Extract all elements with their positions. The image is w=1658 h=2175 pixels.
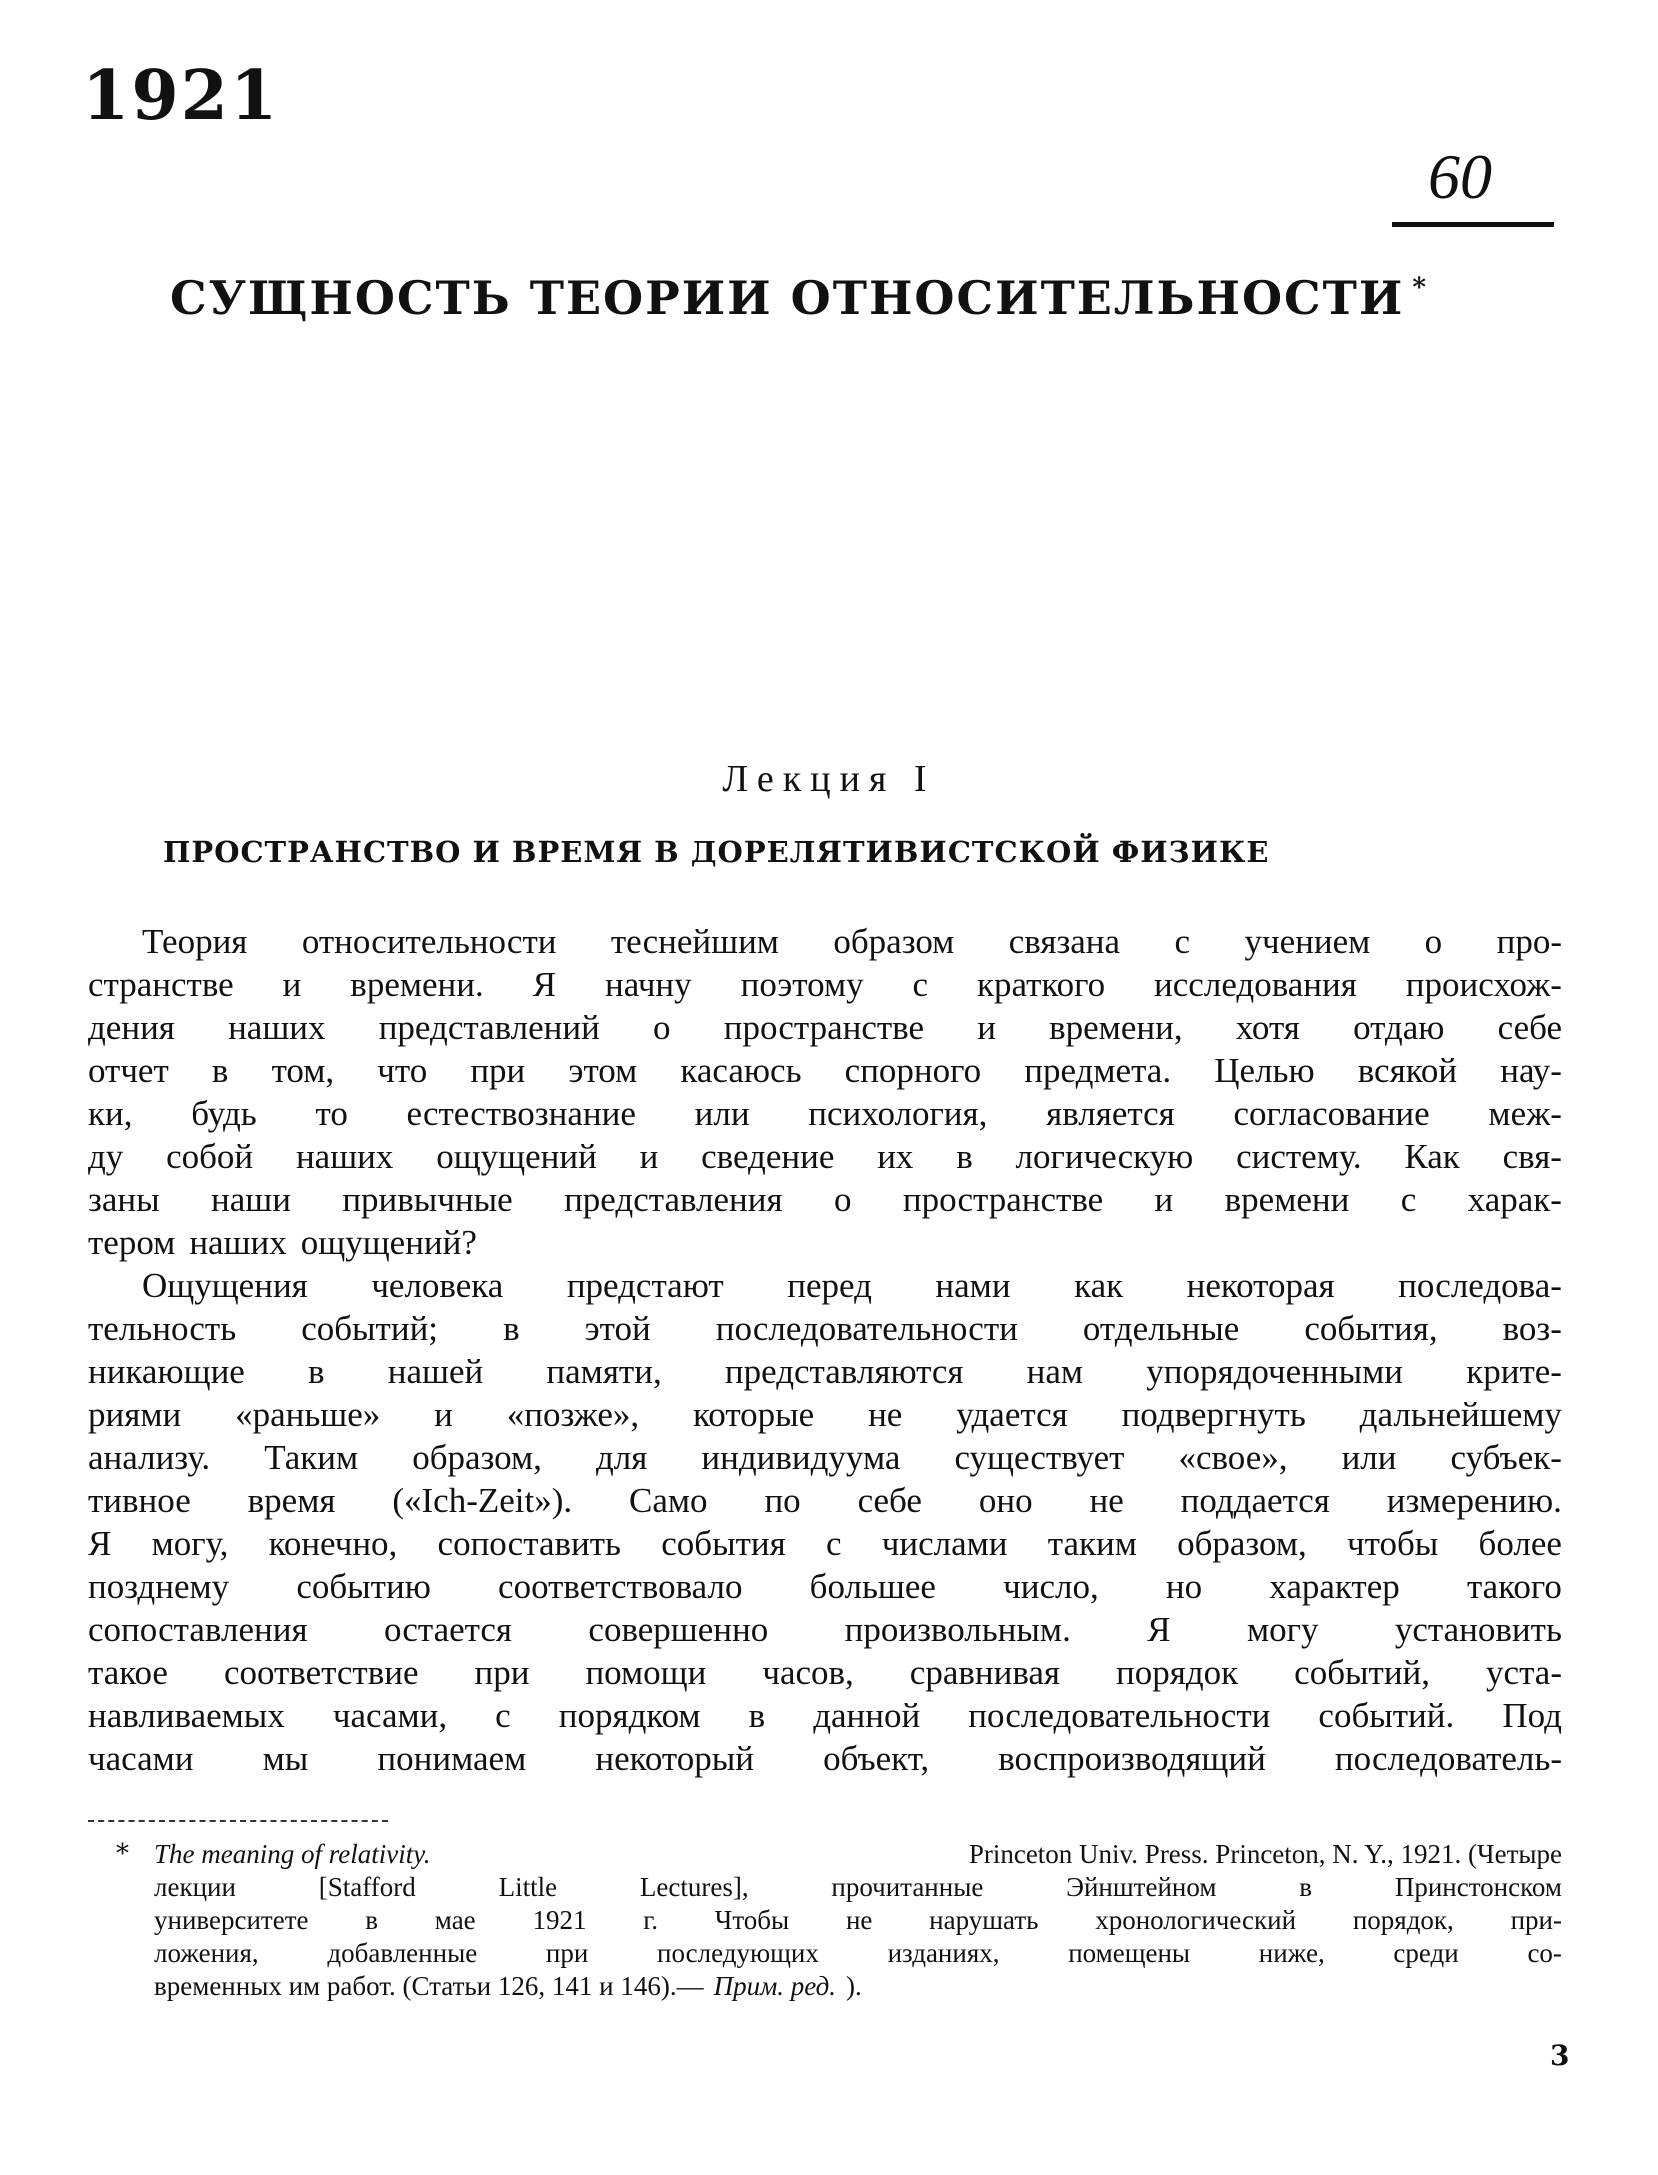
body-line: странстве и времени. Я начну поэтому с краткого исследования происхож- bbox=[88, 965, 1562, 1004]
body-line: анализу. Таким образом, для индивидуума существует «свое», или субъек- bbox=[88, 1438, 1562, 1477]
footnote-source-title: The meaning of relativity. bbox=[154, 1839, 431, 1869]
body-line: навливаемых часами, с порядком в данной последовательности событий. Под bbox=[88, 1696, 1562, 1735]
body-line: ду собой наших ощущений и сведение их в логическую систему. Как свя- bbox=[88, 1137, 1562, 1176]
footnote-line bbox=[154, 1970, 1562, 2003]
year-heading: 1921 bbox=[82, 56, 280, 136]
footnote-separator bbox=[88, 1820, 388, 1822]
article-number-rule bbox=[1392, 222, 1554, 227]
body-line: тером наших ощущений? bbox=[88, 1223, 477, 1262]
body-line: позднему событию соответствовало большее число, но характер такого bbox=[88, 1567, 1562, 1606]
body-line: сопоставления остается совершенно произвольным. Я могу установить bbox=[88, 1610, 1562, 1649]
body-line: часами мы понимаем некоторый объект, воспроизводящий последователь- bbox=[88, 1739, 1562, 1778]
footnote-marker: * bbox=[116, 1839, 129, 1869]
body-line: риями «раньше» и «позже», которые не удается подвергнуть дальнейшему bbox=[88, 1395, 1562, 1434]
body-line: тельность событий; в этой последовательности отдельные события, воз- bbox=[88, 1309, 1562, 1348]
article-title bbox=[170, 271, 1428, 325]
footnote-line: лекции [Stafford Little Lectures], прочитанные Эйнштейном в Принстонском bbox=[154, 1872, 1562, 1902]
body-line: Ощущения человека предстают перед нами как некоторая последова- bbox=[142, 1266, 1562, 1305]
article-number: 60 bbox=[1428, 141, 1492, 212]
footnote-line: университете в мае 1921 г. Чтобы не нарушать хронологический порядок, при- bbox=[154, 1905, 1562, 1935]
footnote-source-rest: Princeton Univ. Press. Princeton, N. Y., 1921. (Четыре bbox=[968, 1839, 1562, 1869]
page-number: 3 bbox=[1550, 2039, 1570, 2072]
lecture-label: Лекция I bbox=[722, 758, 936, 800]
article-title-text: СУЩНОСТЬ ТЕОРИИ ОТНОСИТЕЛЬНОСТИ bbox=[170, 271, 1405, 325]
footnote bbox=[116, 1838, 1562, 2003]
body-line: дения наших представлений о пространстве и времени, хотя отдаю себе bbox=[88, 1008, 1562, 1047]
body-line: никающие в нашей памяти, представляются нам упорядоченными крите- bbox=[88, 1352, 1562, 1391]
body-line: заны наши привычные представления о пространстве и времени с харак- bbox=[88, 1180, 1562, 1219]
footnote-last-text: временных им работ. (Статьи 126, 141 и 146).— bbox=[154, 1971, 704, 2001]
title-footnote-marker: * bbox=[1412, 273, 1428, 303]
body-text bbox=[88, 920, 1562, 1780]
footnote-last-end: ). bbox=[846, 1971, 862, 2001]
body-line: Теория относительности теснейшим образом связана с учением о про- bbox=[142, 922, 1562, 961]
body-line: ки, будь то естествознание или психология, является согласование меж- bbox=[88, 1094, 1562, 1133]
body-line: такое соответствие при помощи часов, сравнивая порядок событий, уста- bbox=[88, 1653, 1562, 1692]
body-line: отчет в том, что при этом касаюсь спорного предмета. Целью всякой нау- bbox=[88, 1051, 1562, 1090]
footnote-line bbox=[154, 1838, 1562, 1871]
footnote-editor-note: Прим. ред. bbox=[713, 1971, 837, 2001]
body-line: тивное время («Ich-Zeit»). Само по себе оно не поддается измерению. bbox=[88, 1481, 1562, 1520]
body-line: Я могу, конечно, сопоставить события с числами таким образом, чтобы более bbox=[88, 1524, 1562, 1563]
lecture-heading: ПРОСТРАНСТВО И ВРЕМЯ В ДОРЕЛЯТИВИСТСКОЙ ФИЗИКЕ bbox=[163, 835, 1270, 869]
footnote-line: ложения, добавленные при последующих изданиях, помещены ниже, среди со- bbox=[154, 1938, 1562, 1968]
